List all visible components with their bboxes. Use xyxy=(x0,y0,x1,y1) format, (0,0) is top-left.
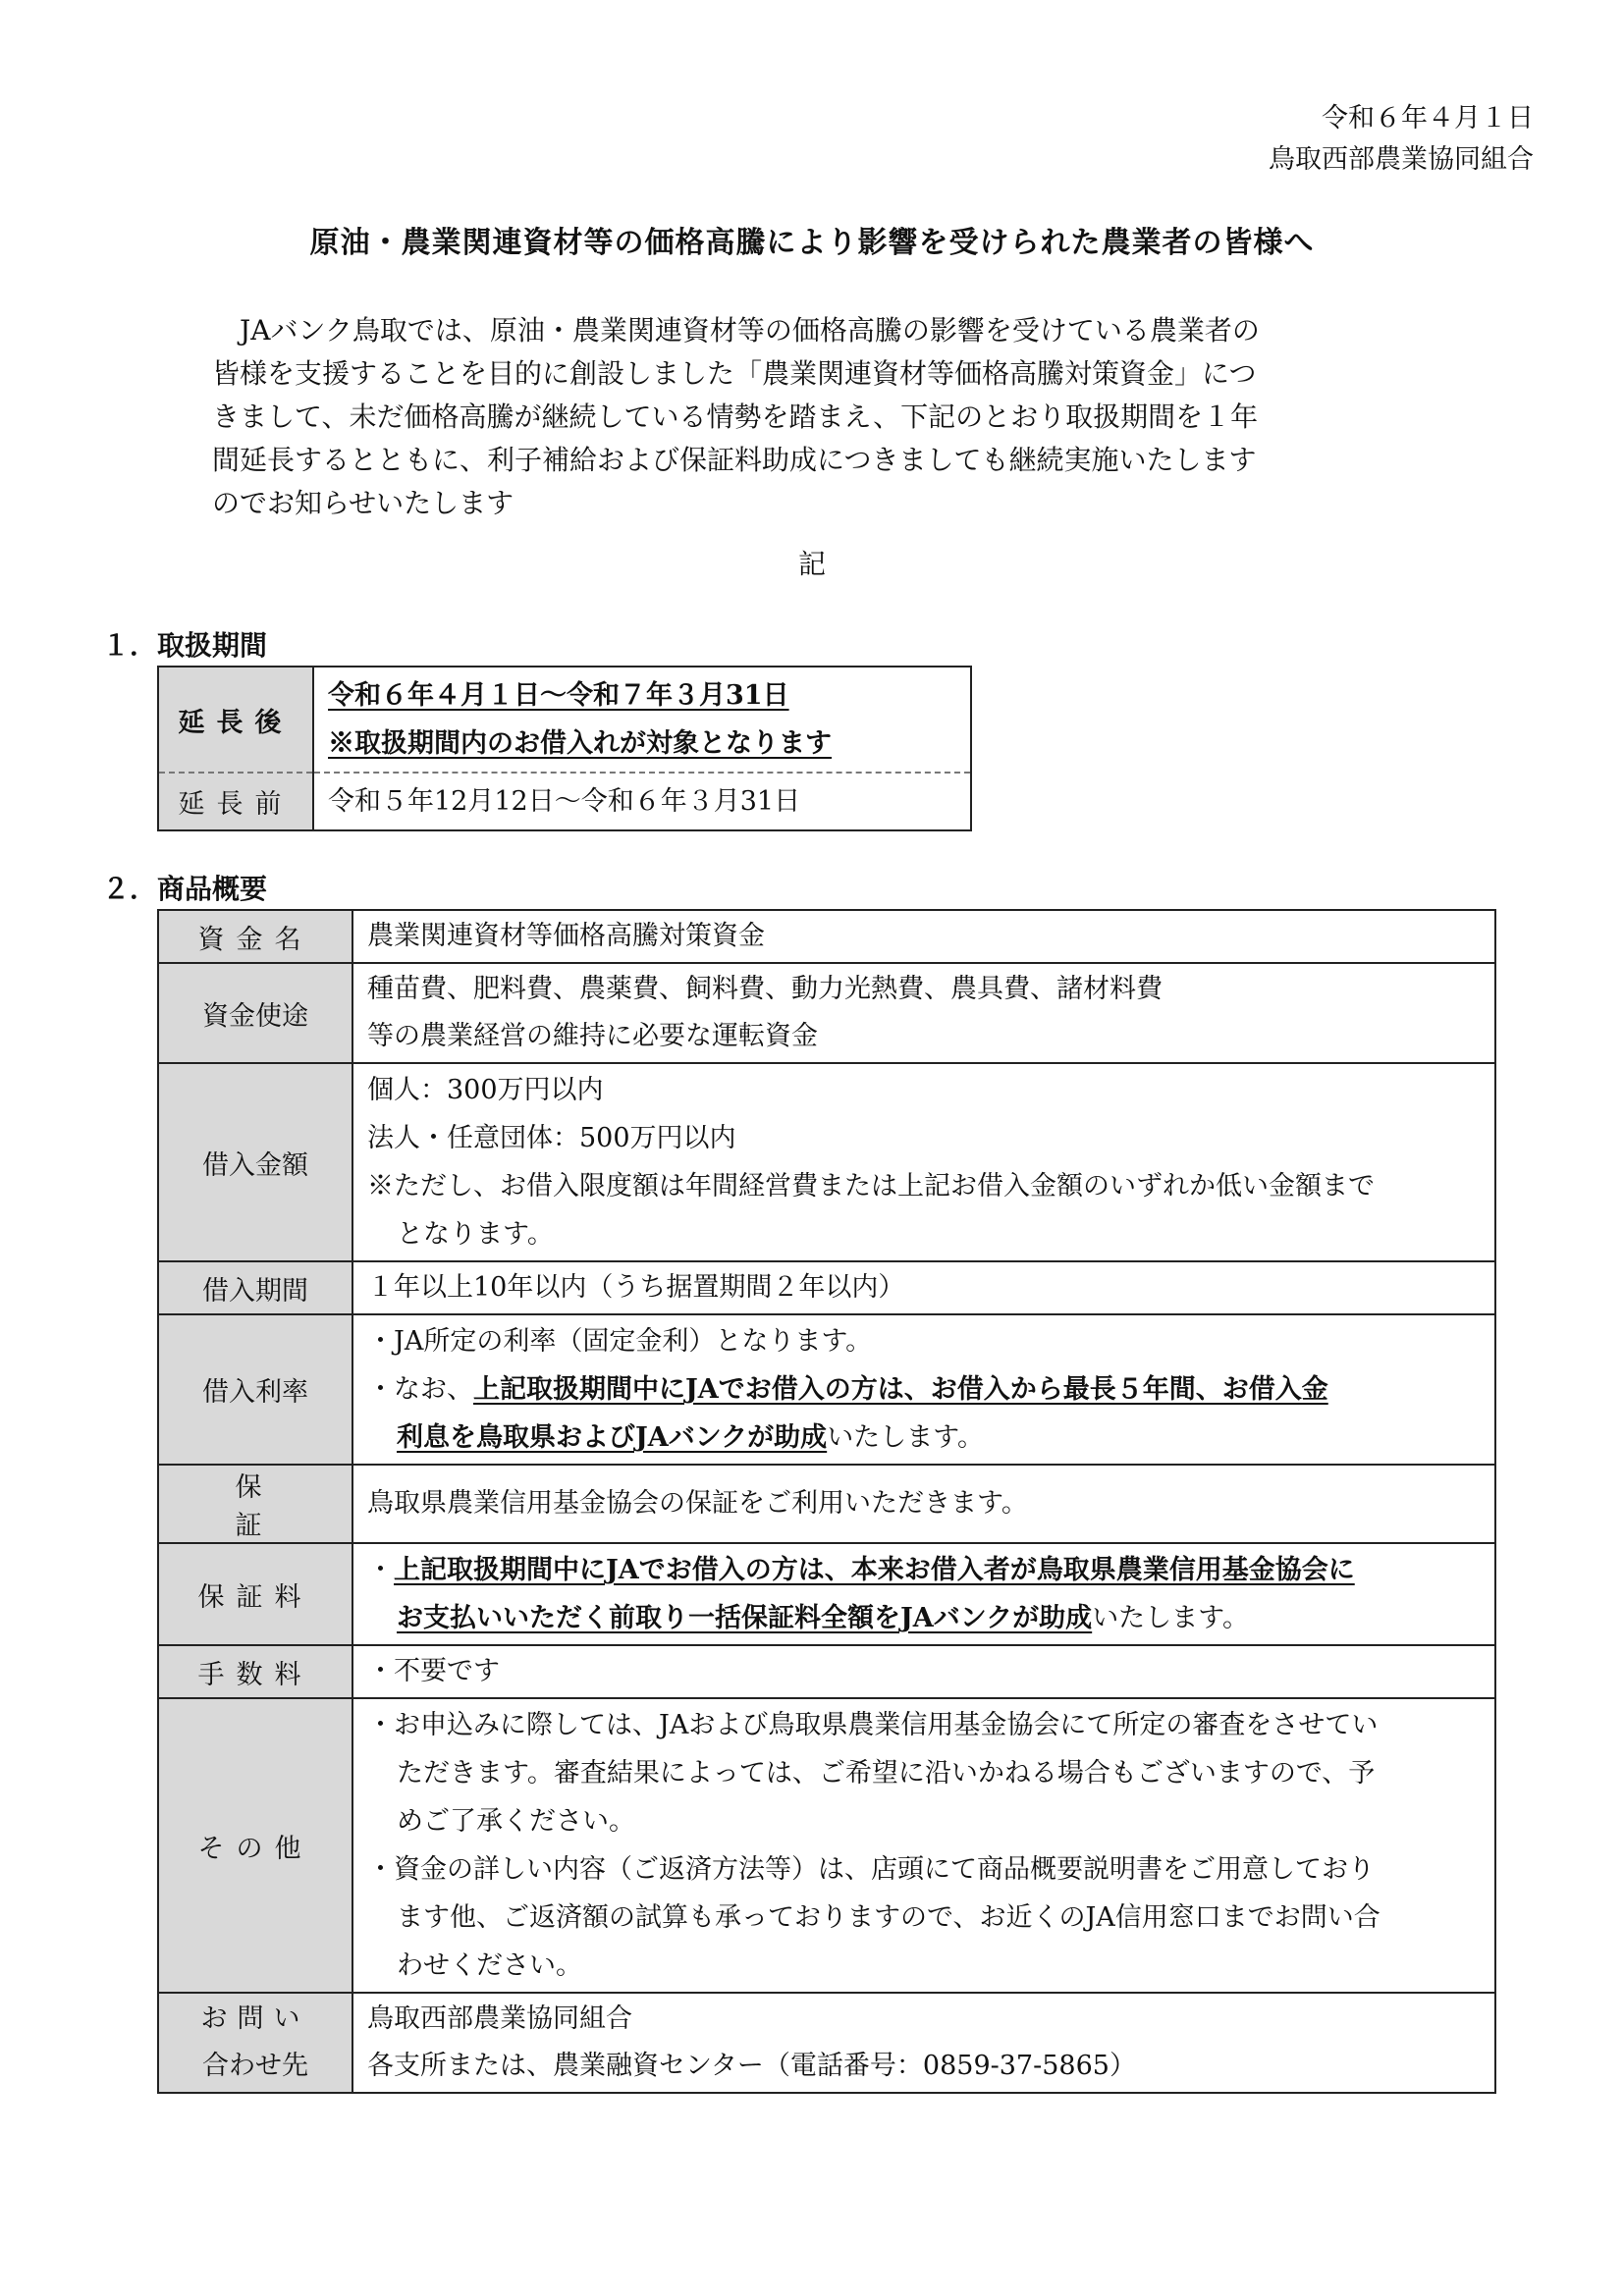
row-content-fund-name xyxy=(352,910,1495,963)
row-label-fund-name: 資金名 xyxy=(158,910,352,963)
contact-phone: 各支所または、農業融資センター（電話番号：0859-37-5865） xyxy=(367,2051,1136,2081)
period-table xyxy=(157,666,972,831)
ki-marker: 記 xyxy=(797,548,826,580)
guarantee-text: 鳥取県農業信用基金協会の保証をご利用いただきます。 xyxy=(367,1488,1028,1519)
row-label-period: 借入期間 xyxy=(158,1261,352,1314)
row-content-rate xyxy=(352,1314,1495,1465)
table-row xyxy=(158,1261,1495,1314)
guarantee-fee-emphasis: 上記取扱期間中にJAでお借入の方は、本来お借入者が鳥取県農業信用基金協会に xyxy=(394,1555,1355,1585)
amount-line: 法人・任意団体：500万円以内 xyxy=(367,1123,736,1153)
table-row xyxy=(158,1465,1495,1543)
rate-prefix: ・なお、 xyxy=(367,1374,473,1405)
other-line: ただきます。審査結果によっては、ご希望に沿いかねる場合もございますので、予 xyxy=(397,1758,1376,1789)
rate-line: ・JA所定の利率（固定金利）となります。 xyxy=(367,1326,873,1357)
fee-text: ・不要です xyxy=(367,1656,500,1686)
intro-line: のでお知らせいたします xyxy=(212,487,514,519)
amount-line: ※ただし、お借入限度額は年間経営費または上記お借入金額のいずれか低い金額まで xyxy=(367,1171,1375,1201)
row-content-use xyxy=(352,963,1495,1063)
contact-label-line: 合わせ先 xyxy=(202,2051,308,2081)
row-label-fee: 手数料 xyxy=(158,1645,352,1698)
period-text: １年以上10年以内（うち据置期間２年以内） xyxy=(367,1272,905,1303)
guarantee-fee-line xyxy=(367,1594,1481,1642)
header-block xyxy=(1269,98,1534,181)
guarantee-fee-bullet: ・ xyxy=(367,1555,394,1585)
product-table xyxy=(157,909,1496,2094)
row-label-guarantee: 保証 xyxy=(158,1465,352,1543)
period-before-dates xyxy=(313,773,971,830)
fund-name-text: 農業関連資材等価格高騰対策資金 xyxy=(367,921,765,951)
table-row xyxy=(158,963,1495,1063)
contact-organization: 鳥取西部農業協同組合 xyxy=(367,2003,632,2034)
intro-line: 皆様を支援することを目的に創設しました「農業関連資材等価格高騰対策資金」につ xyxy=(212,357,1257,390)
rate-line xyxy=(367,1365,1481,1414)
row-label-amount: 借入金額 xyxy=(158,1063,352,1261)
table-row xyxy=(158,1993,1495,2093)
other-line: ・お申込みに際しては、JAおよび鳥取県農業信用基金協会にて所定の審査をさせてい xyxy=(367,1710,1379,1740)
row-label-rate: 借入利率 xyxy=(158,1314,352,1465)
section-heading-product: ２．商品概要 xyxy=(102,873,268,905)
period-after-note: ※取扱期間内のお借入れが対象となります xyxy=(328,728,832,759)
row-content-after xyxy=(313,667,971,773)
period-after-dates: 令和６年４月１日～令和７年３月31日 xyxy=(328,680,789,711)
row-label-after: 延長後 xyxy=(158,667,313,773)
document-title: 原油・農業関連資材等の価格高騰により影響を受けられた農業者の皆様へ xyxy=(309,226,1315,260)
table-row xyxy=(158,667,971,773)
table-row xyxy=(158,1314,1495,1465)
table-row xyxy=(158,910,1495,963)
row-label-guarantee-fee: 保証料 xyxy=(158,1543,352,1645)
row-content-amount xyxy=(352,1063,1495,1261)
row-content-other xyxy=(352,1698,1495,1993)
amount-line: となります。 xyxy=(397,1219,554,1250)
other-line: わせください。 xyxy=(397,1950,582,1981)
table-row xyxy=(158,1698,1495,1993)
contact-label-line: お問い xyxy=(200,2003,310,2034)
row-content-fee xyxy=(352,1645,1495,1698)
rate-emphasis: 利息を鳥取県およびJAバンクが助成 xyxy=(397,1422,828,1453)
other-line: ます他、ご返済額の試算も承っておりますので、お近くのJA信用窓口までお問い合 xyxy=(397,1902,1380,1933)
table-row xyxy=(158,773,971,830)
other-line: めご了承ください。 xyxy=(397,1806,635,1837)
period-before-text: 令和５年12月12日～令和６年３月31日 xyxy=(328,786,801,817)
intro-line: 間延長するとともに、利子補給および保証料助成につきましても継続実施いたします xyxy=(212,444,1257,476)
rate-line xyxy=(367,1414,1481,1462)
row-content-guarantee xyxy=(352,1465,1495,1543)
guarantee-fee-line xyxy=(367,1546,1481,1594)
use-line: 等の農業経営の維持に必要な運転資金 xyxy=(367,1021,818,1051)
intro-line: JAバンク鳥取では、原油・農業関連資材等の価格高騰の影響を受けている農業者の xyxy=(240,314,1260,347)
amount-line: 個人：300万円以内 xyxy=(367,1075,604,1105)
guarantee-fee-emphasis: お支払いいただく前取り一括保証料全額をJAバンクが助成 xyxy=(397,1603,1093,1633)
issuing-organization: 鳥取西部農業協同組合 xyxy=(1269,144,1534,175)
table-row xyxy=(158,1645,1495,1698)
row-label-contact xyxy=(158,1993,352,2093)
other-line: ・資金の詳しい内容（ご返済方法等）は、店頭にて商品概要説明書をご用意しており xyxy=(367,1854,1375,1885)
rate-emphasis: 上記取扱期間中にJAでお借入の方は、お借入から最長５年間、お借入金 xyxy=(473,1374,1328,1405)
section-heading-period: １．取扱期間 xyxy=(102,629,268,662)
document-date: 令和６年４月１日 xyxy=(1322,103,1534,133)
table-row xyxy=(158,1063,1495,1261)
row-content-period xyxy=(352,1261,1495,1314)
row-content-contact xyxy=(352,1993,1495,2093)
intro-paragraph xyxy=(212,309,1380,525)
row-content-guarantee-fee xyxy=(352,1543,1495,1645)
rate-suffix: いたします。 xyxy=(827,1422,985,1453)
table-row xyxy=(158,1543,1495,1645)
guarantee-fee-suffix: いたします。 xyxy=(1092,1603,1250,1633)
intro-line: きまして、未だ価格高騰が継続している情勢を踏まえ、下記のとおり取扱期間を１年 xyxy=(212,400,1259,433)
row-label-other: その他 xyxy=(158,1698,352,1993)
use-line: 種苗費、肥料費、農薬費、飼料費、動力光熱費、農具費、諸材料費 xyxy=(367,974,1163,1004)
row-label-use: 資金使途 xyxy=(158,963,352,1063)
row-label-before: 延長前 xyxy=(158,773,313,830)
